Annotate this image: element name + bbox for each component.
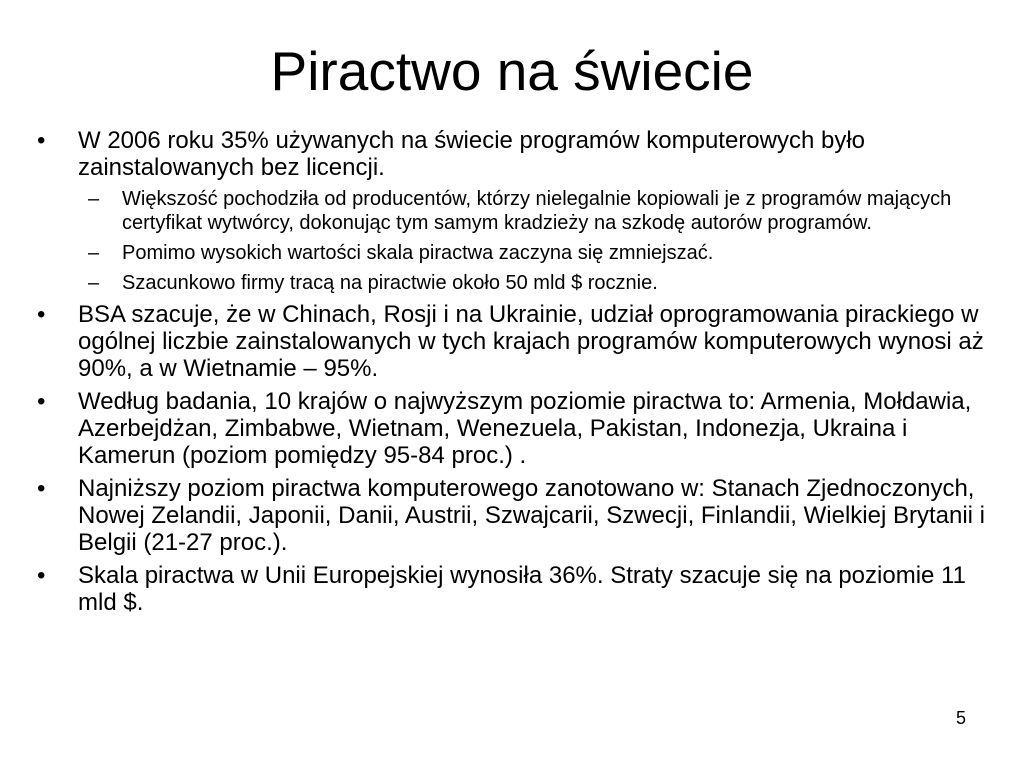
bullet-text: BSA szacuje, że w Chinach, Rosji i na Ukrainie, udział oprogramowania pirackiego w ogólnej liczbie zainstalowanych w tych krajach programów komputerowych wynosi aż 90%, a w Wietnamie – 95%.	[78, 301, 984, 382]
bullet-marker: •	[37, 301, 46, 328]
dash-marker: –	[88, 272, 100, 294]
sub-bullet-text: Szacunkowo firmy tracą na piractwie około 50 mld $ rocznie.	[122, 272, 658, 294]
slide-title: Piractwo na świecie	[270, 40, 754, 102]
bullet-text: Według badania, 10 krajów o najwyższym poziomie piractwa to: Armenia, Mołdawia, Azerbejdżan, Zimbabwe, Wietnam, Wenezuela, Pakistan, Indonezja, Ukraina i Kamerun (poziom pomiędzy 95-84 proc.) .	[78, 388, 972, 469]
bullet-marker: •	[37, 562, 46, 589]
bullet-item	[37, 127, 987, 295]
bullet-item	[37, 388, 987, 469]
sub-bullet-text: Pomimo wysokich wartości skala piractwa zaczyna się zmniejszać.	[122, 242, 714, 264]
dash-marker: –	[88, 188, 100, 210]
bullet-item	[37, 301, 987, 382]
bullet-text: W 2006 roku 35% używanych na świecie programów komputerowych było zainstalowanych bez licencji.	[78, 127, 866, 181]
bullet-list	[37, 127, 987, 622]
bullet-text: Najniższy poziom piractwa komputerowego zanotowano w: Stanach Zjednoczonych, Nowej Zelandii, Japonii, Danii, Austrii, Szwajcarii, Szwecji, Finlandii, Wielkiej Brytanii i Belgii (21-27 proc.).	[78, 475, 985, 556]
sub-bullet-item	[78, 187, 987, 235]
bullet-marker: •	[37, 127, 46, 154]
bullet-marker: •	[37, 475, 46, 502]
bullet-text: Skala piractwa w Unii Europejskiej wynosiła 36%. Straty szacuje się na poziomie 11 mld $.	[78, 562, 966, 616]
bullet-item	[37, 562, 987, 616]
bullet-marker: •	[37, 388, 46, 415]
dash-marker: –	[88, 242, 100, 264]
bullet-item	[37, 475, 987, 556]
sub-bullet-item	[78, 271, 987, 295]
sub-bullet-text: Większość pochodziła od producentów, którzy nielegalnie kopiowali je z programów mających certyfikat wytwórcy, dokonując tym samym kradzieży na szkodę autorów programów.	[122, 188, 952, 234]
page-number: 5	[955, 708, 966, 728]
sub-bullet-list	[78, 187, 987, 295]
sub-bullet-item	[78, 241, 987, 265]
